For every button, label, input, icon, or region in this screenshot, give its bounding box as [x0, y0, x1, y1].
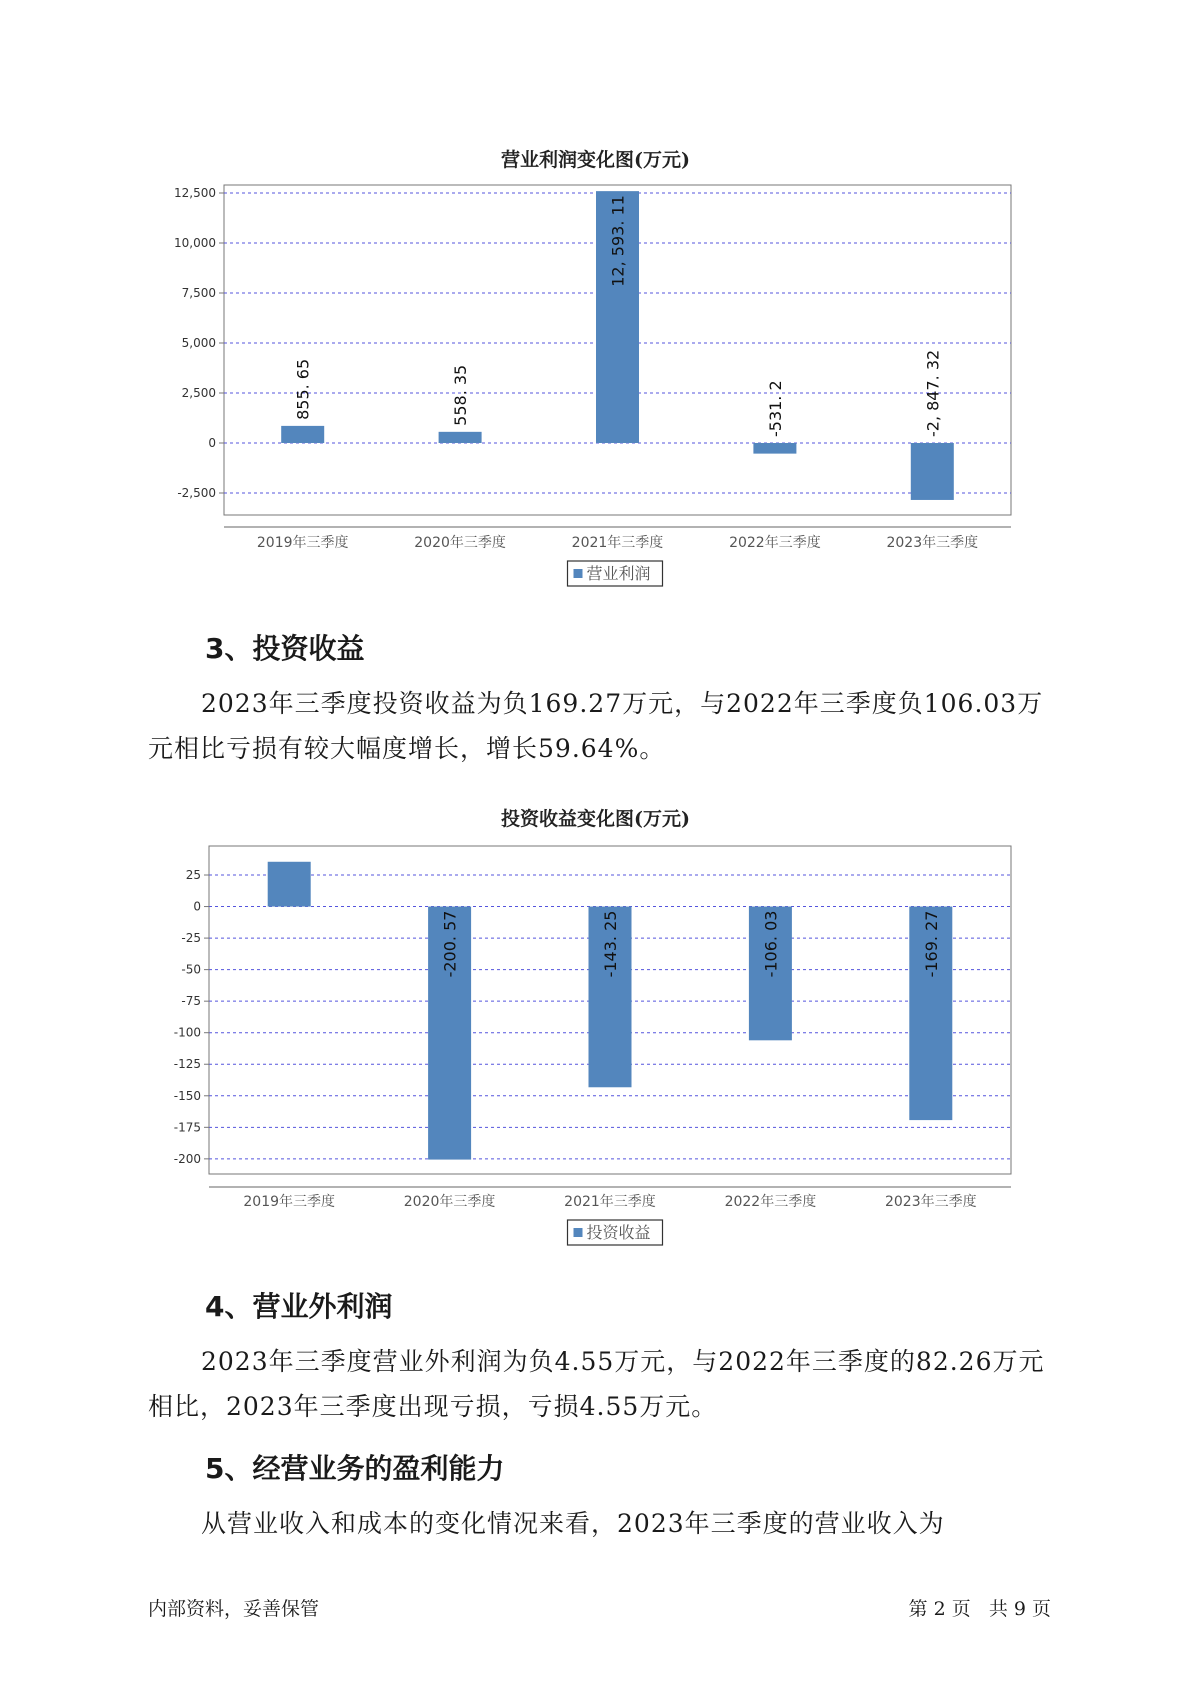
y-tick-label: -75	[181, 994, 201, 1009]
section-paragraph-profitability: 从营业收入和成本的变化情况来看，2023年三季度的营业收入为	[201, 1509, 945, 1538]
y-tick-label: 0	[208, 436, 216, 450]
y-tick-label: -175	[173, 1120, 201, 1135]
bar	[439, 432, 482, 443]
x-tick-label: 2021年三季度	[571, 535, 664, 551]
bar	[268, 862, 311, 907]
section-heading-profitability: 5、经营业务的盈利能力	[205, 1452, 505, 1485]
y-tick-label: -100	[173, 1025, 201, 1040]
bar	[281, 426, 324, 443]
x-tick-label: 2020年三季度	[414, 535, 506, 551]
x-tick-label: 2019年三季度	[243, 1194, 336, 1210]
section-heading-nonoperating: 4、营业外利润	[205, 1290, 393, 1323]
x-tick-label: 2022年三季度	[724, 1194, 817, 1210]
data-label: 855. 65	[293, 358, 313, 420]
legend-label: 营业利润	[586, 564, 651, 583]
y-tick-label: 10,000	[174, 236, 216, 250]
y-tick-label: -125	[173, 1057, 201, 1072]
investment-income-chart	[0, 836, 1191, 1256]
data-label: -143. 25	[601, 910, 620, 978]
x-tick-label: 2021年三季度	[564, 1194, 656, 1210]
y-tick-label: -2,500	[177, 486, 216, 500]
y-tick-label: 2,500	[181, 386, 216, 400]
y-tick-label: -50	[181, 962, 201, 977]
x-tick-label: 2023年三季度	[884, 1194, 977, 1210]
operating-profit-chart	[0, 180, 1191, 595]
data-label: -531. 2	[765, 380, 785, 437]
data-label: 558. 35	[451, 364, 471, 426]
legend-swatch	[574, 1228, 583, 1237]
section-paragraph-investment: 2023年三季度投资收益为负169.27万元，与2022年三季度负106.03万元相比亏损有较大幅度增长，增长59.64%。	[148, 689, 1044, 763]
bar	[753, 443, 796, 454]
y-tick-label: 0	[193, 899, 201, 914]
footer-confidential-note: 内部资料，妥善保管	[148, 1598, 320, 1620]
footer-page-number: 第 2 页 共 9 页	[908, 1598, 1051, 1620]
y-tick-label: -150	[173, 1088, 201, 1103]
data-label: -169. 27	[921, 910, 941, 978]
y-tick-label: 12,500	[174, 186, 216, 200]
section-heading-investment: 3、投资收益	[205, 632, 365, 665]
chart1-title: 营业利润变化图(万元)	[501, 149, 690, 171]
bar	[911, 443, 954, 500]
y-tick-label: 5,000	[181, 336, 216, 350]
y-tick-label: 25	[185, 868, 201, 883]
chart2-title: 投资收益变化图(万元)	[501, 808, 690, 830]
data-label: -106. 03	[761, 910, 781, 978]
legend-label: 投资收益	[586, 1223, 651, 1242]
x-tick-label: 2022年三季度	[729, 535, 821, 551]
data-label: -2, 847. 32	[923, 349, 943, 437]
y-tick-label: -25	[181, 931, 201, 946]
y-tick-label: 7,500	[181, 286, 216, 300]
y-tick-label: -200	[173, 1151, 201, 1166]
legend-swatch	[574, 569, 583, 578]
x-tick-label: 2019年三季度	[256, 535, 349, 551]
x-tick-label: 2023年三季度	[886, 535, 979, 551]
data-label: -200. 57	[440, 910, 460, 978]
data-label: 12, 593. 11	[608, 195, 628, 287]
section-paragraph-nonoperating: 2023年三季度营业外利润为负4.55万元，与2022年三季度的82.26万元相比，2023年三季度出现亏损，亏损4.55万元。	[148, 1347, 1045, 1421]
x-tick-label: 2020年三季度	[403, 1194, 496, 1210]
